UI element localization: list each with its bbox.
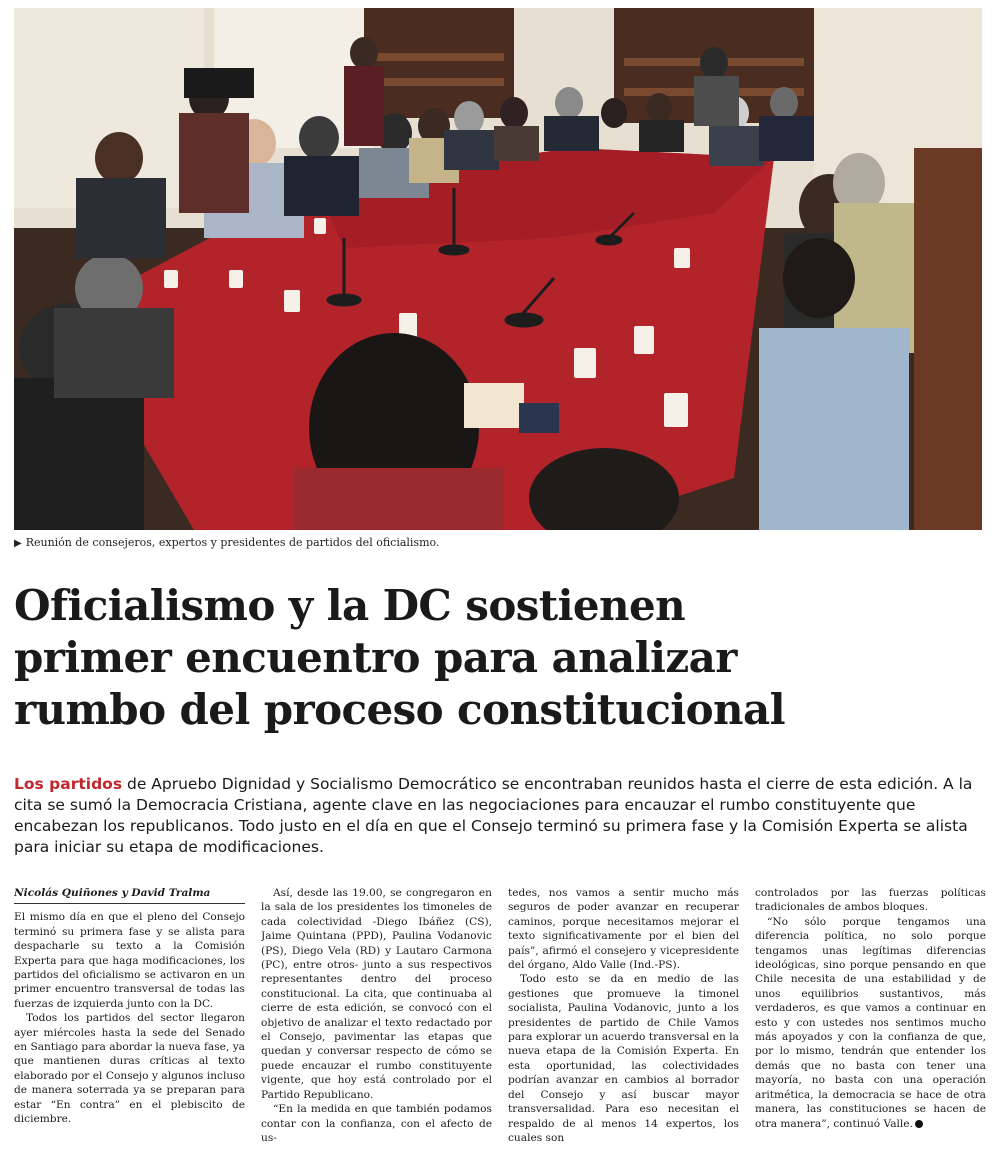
paragraph: Todo esto se da en medio de las gestiones que promueve la timonel socialista, Paulina Vodanovic, junto a los presidentes de partido de Chile Vamos para explorar un acuerdo transversal en la nueva etapa de la Comisión Experta. En esta oportunidad, las colectividades podrían avanzar en cambios al borrador del Consejo y así buscar mayor transversalidad. Para eso necesitan el respaldo de al menos 14 expertos, los cuales son bbox=[508, 973, 739, 1144]
body-column-4 bbox=[755, 886, 986, 1148]
lede-text: de Apruebo Dignidad y Socialismo Democrático se encontraban reunidos hasta el cierre de esta edición. A la cita se sumó la Democracia Cristiana, agente clave en las negociaciones para encauzar el rumbo constituyente que encabezan los republicanos. Todo justo en el día en que el Consejo terminó su primera fase y la Comisión Experta se alista para iniciar su etapa de modificaciones. bbox=[14, 775, 973, 856]
headline-line-2: primer encuentro para analizar bbox=[14, 633, 737, 682]
body-column-2 bbox=[261, 886, 492, 1148]
article-lede bbox=[14, 774, 986, 858]
paragraph: tedes, nos vamos a sentir mucho más seguros de poder avanzar en recuperar caminos, porque necesitamos mejorar el texto significativamente por el bien del país”, afirmó el consejero y vicepresidente del órgano, Aldo Valle (Ind.-PS). bbox=[508, 887, 739, 972]
body-column-1 bbox=[14, 886, 245, 1148]
paragraph: controlados por las fuerzas políticas tradicionales de ambos bloques. bbox=[755, 887, 986, 914]
article-headline bbox=[14, 580, 986, 736]
headline-line-1: Oficialismo y la DC sostienen bbox=[14, 581, 686, 630]
paragraph: El mismo día en que el pleno del Consejo terminó su primera fase y se alista para despacharle su texto a la Comisión Experta para que haga modificaciones, los partidos del oficialismo se activaron en un primer encuentro transversal de todas las fuerzas de izquierda junto con la DC. bbox=[14, 911, 245, 1010]
paragraph: Todos los partidos del sector llegaron ayer miércoles hasta la sede del Senado en Santiago para abordar la nueva fase, ya que mantienen duras críticas al texto elaborado por el Consejo y algunos incluso de manera soterrada ya se preparan para estar “En contra” en el plebiscito de diciembre. bbox=[14, 1012, 245, 1126]
article-body bbox=[14, 886, 986, 1148]
lede-kicker: Los partidos bbox=[14, 775, 123, 793]
photo-caption bbox=[14, 536, 982, 549]
meeting-photo bbox=[14, 8, 982, 530]
caption-text: Reunión de consejeros, expertos y presidentes de partidos del oficialismo. bbox=[25, 536, 440, 549]
byline: Nicolás Quiñones y David Tralma bbox=[14, 886, 245, 904]
paragraph: “En la medida en que también podamos contar con la confianza, con el afecto de us- bbox=[261, 1103, 492, 1144]
end-mark-icon bbox=[915, 1120, 923, 1128]
headline-line-3: rumbo del proceso constitucional bbox=[14, 685, 785, 734]
meeting-photo-illustration bbox=[14, 8, 982, 530]
paragraph: Así, desde las 19.00, se congregaron en la sala de los presidentes los timoneles de cada colectividad -Diego Ibáñez (CS), Jaime Quintana (PPD), Paulina Vodanovic (PS), Diego Vela (RD) y Lautaro Carmona (PC), entre otros- junto a sus respectivos representantes dentro del proceso constitucional. La cita, que continuaba al cierre de esta edición, se convocó con el objetivo de analizar el texto redactado por el Consejo, pavimentar las etapas que quedan y conversar respecto de cómo se puede encauzar el rumbo constituyente vigente, que hoy está controlado por el Partido Republicano. bbox=[261, 887, 492, 1101]
paragraph bbox=[755, 915, 986, 1131]
paragraph-text: “No sólo porque tengamos una diferencia política, no solo porque tengamos unas legítimas diferencias ideológicas, sino porque pensando en que Chile necesita de una estabilidad y de unos equilibrios sustantivos, más verdaderos, es que vamos a continuar en esto y con ustedes nos sentimos mucho más apoyados y con la confianza de que, por lo mismo, tendrán que entender los demás que no basta con tener una mayoría, no basta con una operación aritmética, la democracia se hace de otra manera, las constituciones se hacen de otra manera”, continuó Valle. bbox=[755, 915, 986, 1130]
caption-marker-icon: ▶ bbox=[14, 538, 22, 549]
body-column-3 bbox=[508, 886, 739, 1148]
